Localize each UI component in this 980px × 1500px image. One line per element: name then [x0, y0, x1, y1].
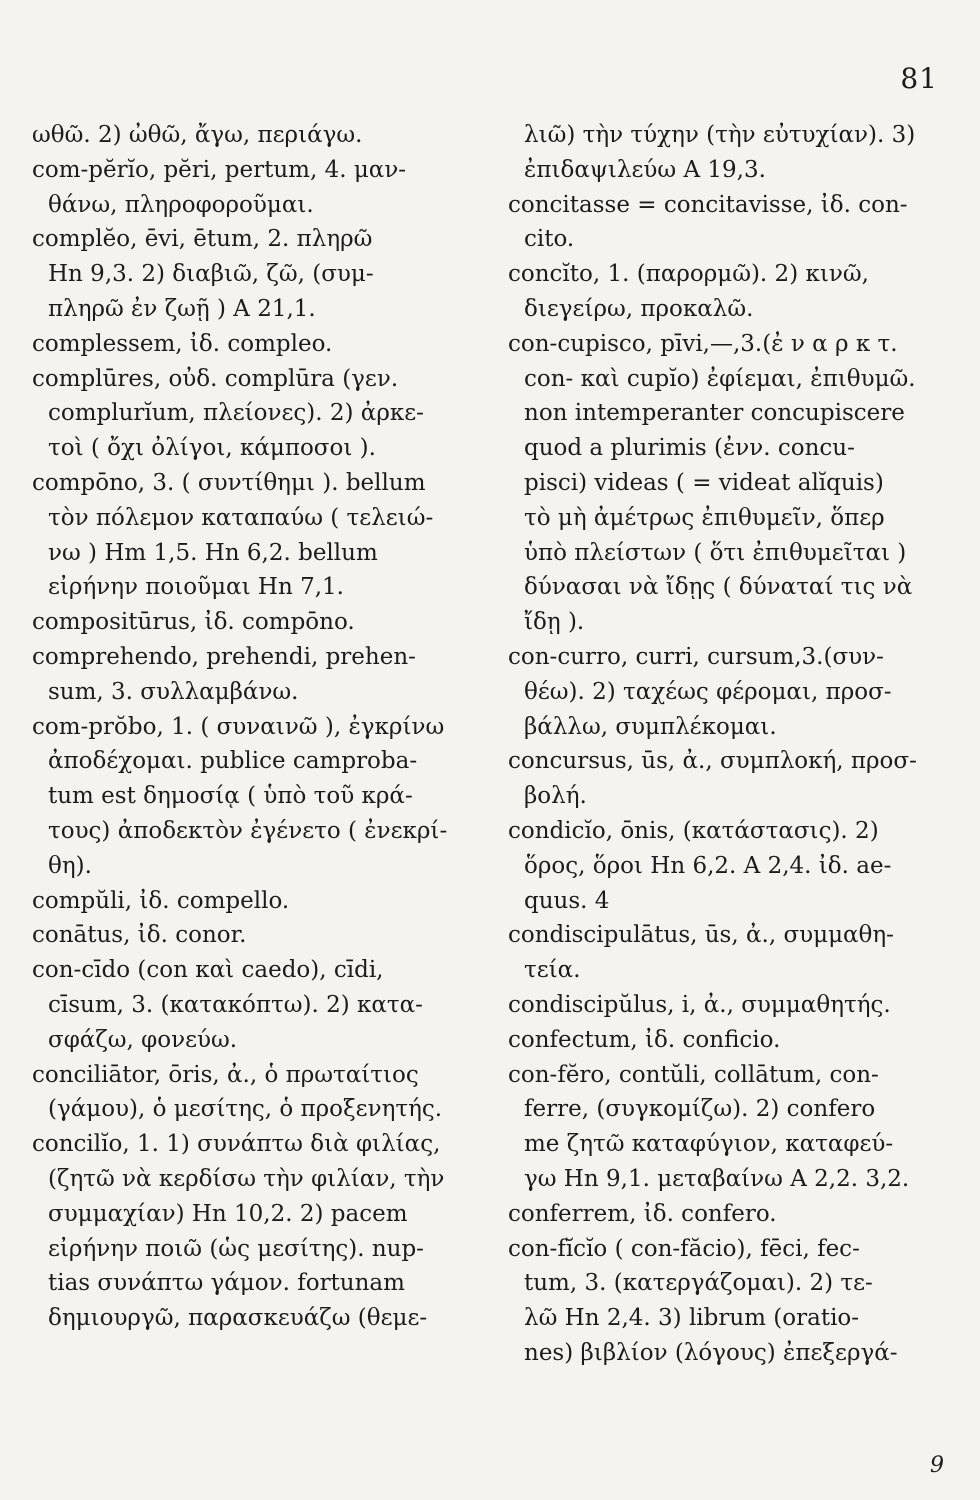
dictionary-line: tum est δημοσίᾳ ( ὑπὸ τοῦ κρά- — [48, 783, 413, 810]
page-number: 81 — [900, 62, 938, 95]
dictionary-line: εἰρήνην ποιοῦμαι Hn 7,1. — [48, 574, 344, 601]
dictionary-line: λιῶ) τὴν τύχην (τὴν εὐτυχίαν). 3) — [524, 122, 916, 148]
dictionary-line: complūres, οὐδ. complūra (γεν. — [32, 365, 399, 392]
dictionary-line: me ζητῶ καταφύγιον, καταφεύ- — [524, 1131, 894, 1158]
dictionary-line: complĕo, ēvi, ētum, 2. πληρῶ — [32, 226, 373, 253]
dictionary-line: conātus, ἰδ. conor. — [32, 922, 247, 949]
dictionary-line: ἀποδέχομαι. publice camproba- — [48, 748, 418, 775]
dictionary-line: (γάμου), ὁ μεσίτης, ὁ προξενητής. — [48, 1096, 443, 1123]
dictionary-line: condiscipulātus, ūs, ἀ., συμμαθη- — [508, 922, 894, 949]
dictionary-line: pisci) videas ( = videat alĭquis) — [524, 469, 884, 496]
dictionary-line: con-cīdo (con καὶ caedo), cīdi, — [32, 957, 384, 984]
signature-mark: 9 — [930, 1453, 944, 1478]
dictionary-line: θη). — [48, 852, 92, 879]
dictionary-line: νω ) Hm 1,5. Hn 6,2. bellum — [48, 539, 378, 566]
dictionary-line: εἰρήνην ποιῶ (ὡς μεσίτης). nup- — [48, 1235, 424, 1262]
dictionary-line: quus. 4 — [524, 887, 610, 914]
right-column — [508, 118, 950, 1371]
dictionary-line: sum, 3. συλλαμβάνω. — [48, 678, 299, 705]
dictionary-line: tias συνάπτω γάμον. fortunam — [48, 1270, 405, 1297]
dictionary-line: γω Hn 9,1. μεταβαίνω A 2,2. 3,2. — [524, 1165, 910, 1192]
dictionary-line: βάλλω, συμπλέκομαι. — [524, 713, 777, 740]
dictionary-line: ὑπὸ πλείστων ( ὅτι ἐπιθυμεῖται ) — [524, 539, 907, 566]
dictionary-line: tum, 3. (κατεργάζομαι). 2) τε- — [524, 1270, 873, 1297]
dictionary-line: con-curro, curri, cursum,3.(συν- — [508, 643, 884, 670]
dictionary-line: δύνασαι νὰ ἴδῃς ( δύναταί τις νὰ — [524, 574, 913, 601]
dictionary-line: condicĭo, ōnis, (κατάστασις). 2) — [508, 817, 879, 844]
dictionary-line: διεγείρω, προκαλῶ. — [524, 295, 754, 322]
dictionary-line: con-cupisco, pīvi,—,3.(ἐ ν α ρ κ τ. — [508, 330, 898, 357]
dictionary-line: (ζητῶ νὰ κερδίσω τὴν φιλίαν, τὴν — [48, 1165, 445, 1192]
dictionary-line: τὸ μὴ ἀμέτρως ἐπιθυμεῖν, ὅπερ — [524, 504, 885, 531]
dictionary-line: δημιουργῶ, παρασκευάζω (θεμε- — [48, 1305, 428, 1332]
dictionary-line: ωθῶ. 2) ὠθῶ, ἄγω, περιάγω. — [32, 122, 363, 148]
dictionary-line: concĭto, 1. (παρορμῶ). 2) κινῶ, — [508, 261, 869, 288]
dictionary-line: σφάζω, φονεύω. — [48, 1026, 238, 1053]
dictionary-line: con-fĕro, contŭli, collātum, con- — [508, 1061, 879, 1088]
dictionary-line: comprehendo, prehendi, prehen- — [32, 643, 416, 670]
dictionary-line: βολή. — [524, 783, 587, 810]
dictionary-line: com-prŏbo, 1. ( συναινῶ ), ἐγκρίνω — [32, 713, 445, 740]
dictionary-line: τοὶ ( ὄχι ὀλίγοι, κάμποσοι ). — [48, 435, 376, 462]
dictionary-line: concitasse = concitavisse, ἰδ. con- — [508, 191, 908, 218]
dictionary-line: compōno, 3. ( συντίθημι ). bellum — [32, 469, 426, 496]
dictionary-line: θάνω, πληροφοροῦμαι. — [48, 191, 314, 218]
left-column — [32, 118, 477, 1336]
dictionary-line: ὅρος, ὅροι Hn 6,2. A 2,4. ἰδ. ae- — [524, 852, 892, 879]
dictionary-line: ἴδῃ ). — [524, 609, 585, 636]
dictionary-line: ἐπιδαψιλεύω A 19,3. — [524, 156, 766, 183]
dictionary-line: con-fĭcĭo ( con-făcio), fēci, fec- — [508, 1235, 860, 1262]
dictionary-line: τὸν πόλεμον καταπαύω ( τελειώ- — [48, 504, 434, 531]
dictionary-line: com-pĕrĭo, pĕri, pertum, 4. μαν- — [32, 156, 407, 183]
dictionary-line: λῶ Hn 2,4. 3) librum (oratio- — [524, 1305, 860, 1332]
dictionary-line: concursus, ūs, ἀ., συμπλοκή, προσ- — [508, 748, 917, 775]
dictionary-line: τους) ἀποδεκτὸν ἐγένετο ( ἐνεκρί- — [48, 817, 448, 844]
dictionary-line: quod a plurimis (ἐνν. concu- — [524, 435, 855, 462]
dictionary-line: condiscipŭlus, i, ἀ., συμμαθητής. — [508, 991, 891, 1018]
dictionary-line: conferrem, ἰδ. confero. — [508, 1200, 777, 1227]
dictionary-line: nes) βιβλίον (λόγους) ἐπεξεργά- — [524, 1339, 898, 1366]
dictionary-line: θέω). 2) ταχέως φέρομαι, προσ- — [524, 678, 892, 705]
dictionary-line: compositūrus, ἰδ. compōno. — [32, 609, 355, 636]
dictionary-line: compŭli, ἰδ. compello. — [32, 887, 290, 914]
dictionary-line: ferre, (συγκομίζω). 2) confero — [524, 1096, 876, 1123]
dictionary-line: τεία. — [524, 957, 581, 984]
dictionary-line: complurĭum, πλείονες). 2) ἀρκε- — [48, 400, 424, 427]
dictionary-line: confectum, ἰδ. conficio. — [508, 1026, 781, 1053]
dictionary-line: complessem, ἰδ. compleo. — [32, 330, 333, 357]
dictionary-line: cito. — [524, 226, 575, 253]
dictionary-line: conciliātor, ōris, ἀ., ὁ πρωταίτιος — [32, 1061, 419, 1088]
dictionary-line: con- καὶ cupĭo) ἐφίεμαι, ἐπιθυμῶ. — [524, 365, 916, 392]
dictionary-line: cīsum, 3. (κατακόπτω). 2) κατα- — [48, 991, 423, 1018]
dictionary-line: concilĭo, 1. 1) συνάπτω διὰ φιλίας, — [32, 1131, 441, 1158]
dictionary-line: πληρῶ ἐν ζωῇ ) A 21,1. — [48, 295, 316, 322]
dictionary-line: συμμαχίαν) Hn 10,2. 2) pacem — [48, 1200, 408, 1227]
dictionary-line: non intemperanter concupiscere — [524, 400, 905, 427]
dictionary-line: Hn 9,3. 2) διαβιῶ, ζῶ, (συμ- — [48, 261, 374, 288]
